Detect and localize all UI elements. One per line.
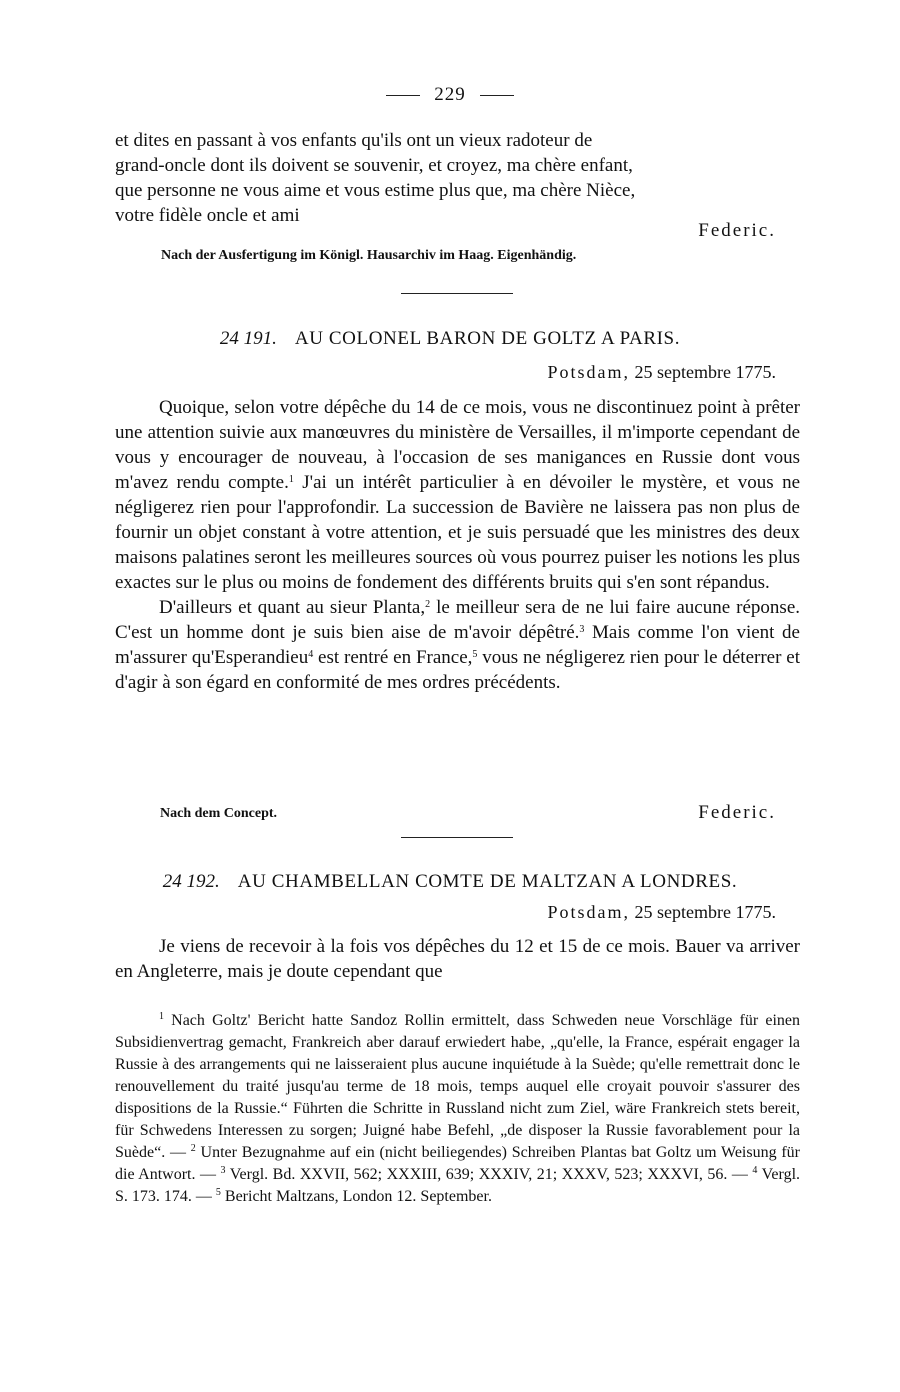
- signature: Federic.: [698, 220, 776, 241]
- letter-heading: [0, 328, 900, 350]
- section-divider: [401, 837, 513, 838]
- footnote-ref: 4: [308, 649, 314, 660]
- signature: Federic.: [698, 802, 776, 823]
- letter-number: 24 191.: [219, 328, 277, 349]
- letter-number: 24 192.: [162, 871, 220, 892]
- page-number: 229: [434, 84, 466, 105]
- letter-title: AU COLONEL BARON DE GOLTZ A PARIS.: [294, 328, 681, 349]
- letter-line: grand-oncle dont ils doivent se souvenir, et croyez, ma chère enfant,: [115, 155, 633, 176]
- header-dash-right: [480, 95, 514, 96]
- footnote-marker: 2: [190, 1143, 196, 1154]
- paragraph: [115, 595, 800, 695]
- paragraph: [115, 395, 800, 595]
- footnote-marker: 3: [220, 1165, 226, 1176]
- source-note: Nach der Ausfertigung im Königl. Hausarchiv im Haag. Eigenhändig.: [161, 248, 577, 263]
- footnote-block: [115, 1010, 800, 1208]
- date: 25 septembre 1775.: [634, 362, 776, 382]
- paragraph-text: est rentré en France,: [313, 647, 473, 668]
- footnote-text: Vergl. S. 173. 174. —: [115, 1166, 801, 1205]
- paragraph-text: le meilleur sera de ne lui faire aucune réponse. C'est un homme dont je suis bien aise de m'avoir dépêtré.: [115, 597, 800, 643]
- letter-heading: [0, 871, 900, 893]
- paragraph-text: Quoique, selon votre dépêche du 14 de ce mois, vous ne discontinuez point à prêter une attention suivie aux manœuvres du ministère de Versailles, il m'importe cependant de vous y encourager de nouveau, à l'occasion de ses manigances en Russie dont vous m'avez rendu compte.: [115, 397, 800, 493]
- footnote-text: Nach Goltz' Bericht hatte Sandoz Rollin ermittelt, dass Schweden neue Vorschläge für einen Subsidienvertrag gemacht, Frankreich aber darauf erwiedert habe, „qu'elle, la France, espérait engager la Russie à des arrangements qui ne laisseraient plus aucune inquiétude à la Suède; qu'elle remettrait donc le renouvellement du traité jusqu'au terme de 18 mois, temps auquel elle croyait pouvoir s'assurer des dispositions de la Russie.“ Führten die Schritte in Russland nicht zum Ziel, wäre Frankreich stets bereit, für Schwedens Interessen zu sorgen; Juigné habe Befehl, „de disposer la Russie favorablement pour la Suède“. —: [115, 1012, 800, 1161]
- header-dash-left: [386, 95, 420, 96]
- paragraph: Je viens de recevoir à la fois vos dépêches du 12 et 15 de ce mois. Bauer va arriver en Angleterre, mais je doute cependant que: [115, 936, 800, 982]
- place-date: [548, 902, 776, 923]
- paragraph-text: Mais comme l'on vient de m'assurer qu'Esperandieu: [115, 622, 800, 668]
- footnote-marker: 4: [752, 1165, 758, 1176]
- section-divider: [401, 293, 513, 294]
- page-header: [0, 84, 900, 106]
- letter-line: votre fidèle oncle et ami: [115, 205, 300, 226]
- paragraph-text: vous ne négligerez rien pour le déterrer et d'agir à son égard en conformité de mes ordres précédents.: [115, 647, 800, 693]
- date: 25 septembre 1775.: [634, 902, 776, 922]
- footnote-ref: 5: [472, 649, 478, 660]
- paragraph-text: J'ai un intérêt particulier à en dévoiler le mystère, et vous ne négligerez rien pour l'approfondir. La succession de Bavière ne laissera pas non plus de fournir un objet constant à votre attention, et je suis persuadé que les ministres des deux maisons palatines seront les meilleures sources où vous pourrez puiser les notions les plus exactes sur le plus ou moins de fondement des différents bruits qui s'en sont répandus.: [115, 472, 800, 593]
- footnotes: [115, 1010, 800, 1208]
- place-date: [548, 362, 776, 383]
- footnote-ref: 3: [579, 624, 585, 635]
- footnote-marker: 5: [215, 1187, 221, 1198]
- footnote-text: Vergl. Bd. XXVII, 562; XXXIII, 639; XXXIV, 21; XXXV, 523; XXXVI, 56. —: [225, 1166, 748, 1183]
- place: Potsdam,: [547, 362, 631, 382]
- place: Potsdam,: [547, 902, 631, 922]
- footnote-marker: 1: [159, 1011, 164, 1022]
- footnote-ref: 1: [288, 474, 294, 485]
- paragraph-text: D'ailleurs et quant au sieur Planta,: [159, 597, 426, 618]
- letter-body: [115, 395, 800, 695]
- source-note: Nach dem Concept.: [160, 806, 278, 821]
- letter-body: [115, 934, 800, 984]
- footnote-text: Bericht Maltzans, London 12. September.: [220, 1188, 492, 1205]
- footnote-ref: 2: [425, 599, 431, 610]
- letter-line: que personne ne vous aime et vous estime plus que, ma chère Nièce,: [115, 180, 636, 201]
- footnote-text: Unter Bezugnahme auf ein (nicht beiliegendes) Schreiben Plantas bat Goltz um Weisung für die Antwort. —: [115, 1144, 801, 1183]
- letter-line: et dites en passant à vos enfants qu'ils ont un vieux radoteur de: [115, 130, 593, 151]
- letter-title: AU CHAMBELLAN COMTE DE MALTZAN A LONDRES.: [237, 871, 738, 892]
- previous-letter-text: [115, 128, 800, 228]
